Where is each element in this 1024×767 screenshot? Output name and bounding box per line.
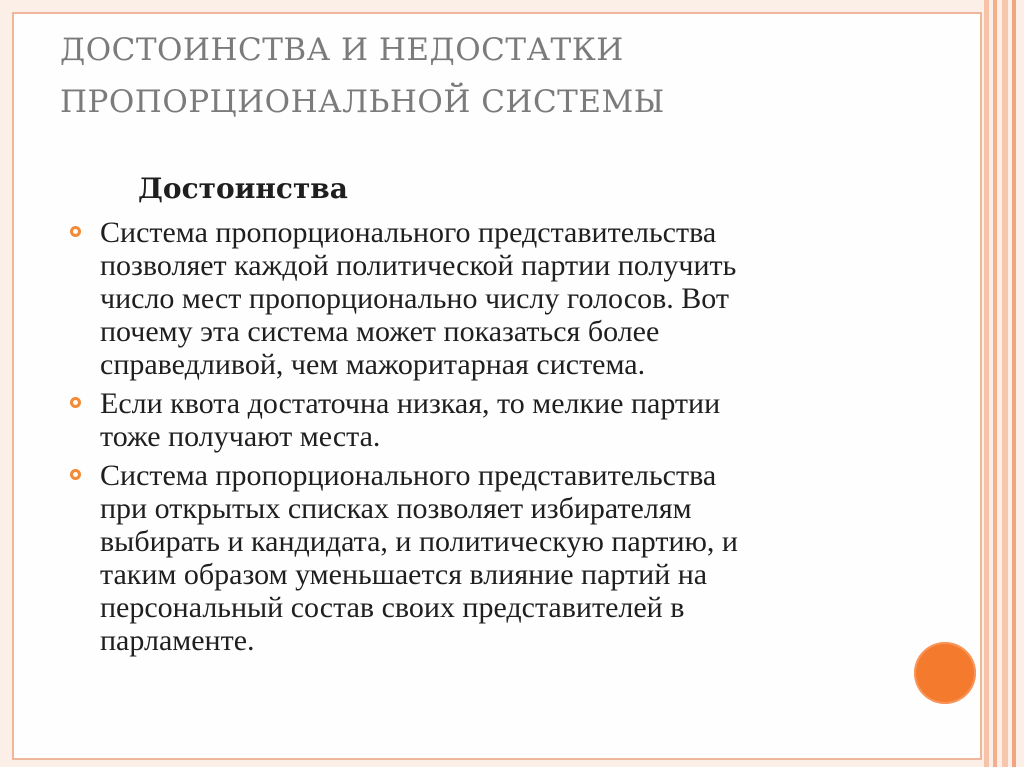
decorative-stripe: [1002, 0, 1008, 767]
slide-content: [70, 172, 930, 663]
decorative-circle-icon: [914, 642, 976, 704]
decorative-stripe: [984, 0, 989, 767]
bullet-text: Система пропорционального представительства позволяет каждой политической партии получить число мест пропорционально числу голосов. Вот почему эта система может показаться более справедливой, чем мажоритарная система.: [100, 216, 737, 381]
list-item: [70, 216, 930, 381]
slide-title-line: ПРОПОРЦИОНАЛЬНОЙ СИСТЕМЫ: [60, 84, 665, 120]
decorative-stripe: [993, 0, 997, 767]
bullet-circle-icon: [70, 226, 81, 237]
section-subheading: Достоинства: [138, 172, 348, 205]
bullet-circle-icon: [70, 469, 81, 480]
list-item: [70, 387, 930, 453]
decorative-stripe: [1012, 0, 1016, 767]
slide-title: [60, 24, 920, 128]
list-item: [70, 459, 930, 657]
bullet-circle-icon: [70, 397, 81, 408]
bullet-text: Система пропорционального представительства при открытых списках позволяет избирателям выбирать и кандидата, и политическую партию, и таким образом уменьшается влияние партий на персональный состав своих представителей в парламенте.: [100, 459, 738, 657]
bullet-text: Если квота достаточна низкая, то мелкие партии тоже получают места.: [100, 387, 721, 453]
bullet-list: [70, 216, 930, 657]
slide-title-line: ДОСТОИНСТВА И НЕДОСТАТКИ: [60, 32, 624, 68]
